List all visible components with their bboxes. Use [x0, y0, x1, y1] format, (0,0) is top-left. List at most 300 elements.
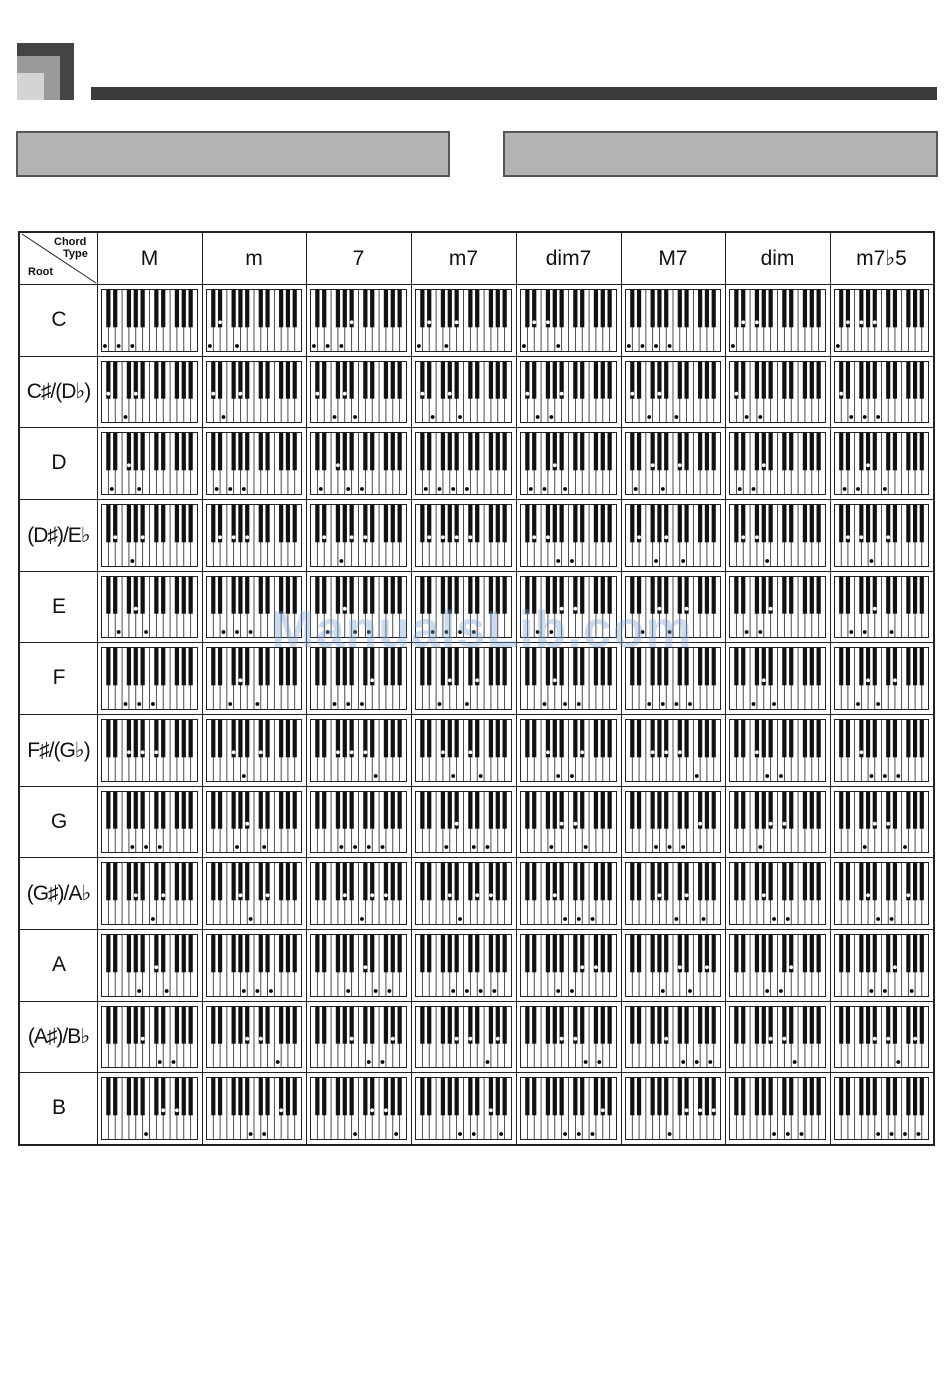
black-key — [489, 505, 493, 543]
chord-keyboard-diagram — [310, 791, 407, 853]
pressed-key-dot — [465, 989, 469, 993]
pressed-key-dot — [695, 1060, 699, 1064]
black-key — [601, 290, 605, 328]
black-key — [218, 863, 222, 901]
black-key — [755, 792, 759, 829]
pressed-key-dot — [866, 463, 870, 467]
black-key — [315, 290, 319, 328]
black-key — [286, 720, 290, 758]
black-key — [594, 577, 598, 614]
pressed-key-dot — [137, 702, 141, 706]
chord-keyboard-diagram — [729, 1077, 826, 1140]
black-key — [245, 863, 249, 901]
pressed-key-dot — [326, 344, 330, 348]
chord-keyboard-diagram — [206, 1077, 302, 1140]
black-key — [573, 1078, 577, 1116]
black-key — [810, 648, 814, 686]
pressed-key-dot — [849, 415, 853, 419]
black-key — [113, 433, 117, 471]
pressed-key-dot — [661, 989, 665, 993]
grid-hline — [20, 714, 933, 715]
pressed-key-dot — [846, 535, 850, 539]
black-key — [134, 505, 138, 543]
black-key — [762, 1007, 766, 1044]
black-key — [161, 362, 165, 399]
black-key — [580, 290, 584, 328]
chord-keyboard-diagram — [834, 1077, 929, 1140]
pressed-key-dot — [438, 487, 442, 491]
black-key — [336, 1007, 340, 1044]
black-key — [468, 362, 472, 399]
black-key — [232, 290, 236, 328]
pressed-key-dot — [793, 1060, 797, 1064]
pressed-key-dot — [769, 822, 773, 826]
black-key — [175, 505, 179, 543]
pressed-key-dot — [242, 487, 246, 491]
pressed-key-dot — [601, 1108, 605, 1112]
pressed-key-dot — [849, 630, 853, 634]
black-key — [755, 648, 759, 686]
black-key — [496, 792, 500, 829]
black-key — [846, 648, 850, 686]
black-key — [384, 792, 388, 829]
heading-box-left — [16, 131, 450, 177]
black-key — [810, 1007, 814, 1044]
grid-hline — [20, 929, 933, 930]
black-key — [630, 1007, 634, 1044]
chord-keyboard-diagram — [101, 289, 198, 352]
black-key — [789, 720, 793, 758]
pressed-key-dot — [468, 535, 472, 539]
black-key — [886, 863, 890, 901]
black-key — [810, 792, 814, 829]
black-key — [630, 648, 634, 686]
black-key — [259, 577, 263, 614]
pressed-key-dot — [363, 965, 367, 969]
chord-keyboard-diagram — [310, 361, 407, 423]
black-key — [489, 290, 493, 328]
black-key — [391, 1078, 395, 1116]
chord-keyboard-diagram — [625, 719, 721, 782]
black-key — [755, 863, 759, 901]
black-key — [175, 935, 179, 973]
chord-keyboard-diagram — [729, 719, 826, 782]
black-key — [630, 577, 634, 614]
black-key — [259, 1078, 263, 1116]
pressed-key-dot — [343, 392, 347, 396]
black-key — [322, 792, 326, 829]
corner-type-label-2: Type — [63, 248, 88, 260]
pressed-key-dot — [269, 989, 273, 993]
pressed-key-dot — [346, 702, 350, 706]
black-key — [441, 863, 445, 901]
pressed-key-dot — [455, 535, 459, 539]
black-key — [594, 505, 598, 543]
chord-keyboard-diagram — [834, 647, 929, 710]
black-key — [503, 290, 507, 328]
black-key — [232, 577, 236, 614]
black-key — [920, 648, 924, 686]
black-key — [580, 433, 584, 471]
black-key — [580, 577, 584, 614]
black-key — [363, 792, 367, 829]
black-key — [496, 1078, 500, 1116]
black-key — [238, 290, 242, 328]
pressed-key-dot — [232, 535, 236, 539]
pressed-key-dot — [708, 1060, 712, 1064]
pressed-key-dot — [529, 487, 533, 491]
black-key — [336, 362, 340, 399]
black-key — [182, 720, 186, 758]
black-key — [594, 863, 598, 901]
black-key — [154, 505, 158, 543]
black-key — [384, 577, 388, 614]
pressed-key-dot — [873, 607, 877, 611]
black-key — [532, 362, 536, 399]
black-key — [350, 433, 354, 471]
black-key — [113, 290, 117, 328]
black-key — [601, 648, 605, 686]
black-key — [211, 792, 215, 829]
pressed-key-dot — [339, 845, 343, 849]
chord-keyboard-diagram — [625, 934, 721, 997]
black-key — [475, 505, 479, 543]
black-key — [913, 792, 917, 829]
black-key — [546, 1078, 550, 1116]
black-key — [859, 577, 863, 614]
grid-vline — [621, 233, 622, 1144]
root-note-label: C — [51, 308, 66, 331]
black-key — [141, 863, 145, 901]
pressed-key-dot — [772, 1132, 776, 1136]
chord-keyboard-diagram — [520, 1006, 617, 1068]
black-key — [391, 577, 395, 614]
black-key — [448, 935, 452, 973]
pressed-key-dot — [839, 392, 843, 396]
chord-keyboard-diagram — [834, 576, 929, 638]
chord-keyboard-diagram — [415, 432, 512, 495]
pressed-key-dot — [591, 1132, 595, 1136]
pressed-key-dot — [245, 822, 249, 826]
grid-hline — [20, 1001, 933, 1002]
black-key — [712, 290, 716, 328]
black-key — [560, 433, 564, 471]
black-key — [712, 863, 716, 901]
black-key — [601, 863, 605, 901]
black-key — [475, 1078, 479, 1116]
black-key — [441, 577, 445, 614]
black-key — [343, 935, 347, 973]
pressed-key-dot — [363, 535, 367, 539]
chord-keyboard-diagram — [729, 791, 826, 853]
black-key — [232, 792, 236, 829]
black-key — [370, 362, 374, 399]
pressed-key-dot — [661, 702, 665, 706]
black-key — [741, 863, 745, 901]
pressed-key-dot — [886, 535, 890, 539]
black-key — [398, 863, 402, 901]
black-key — [265, 433, 269, 471]
black-key — [315, 505, 319, 543]
black-key — [762, 935, 766, 973]
black-key — [370, 433, 374, 471]
pressed-key-dot — [873, 1037, 877, 1041]
black-key — [350, 863, 354, 901]
pressed-key-dot — [242, 774, 246, 778]
pressed-key-dot — [499, 1132, 503, 1136]
black-key — [293, 648, 297, 686]
black-key — [755, 1007, 759, 1044]
pressed-key-dot — [353, 630, 357, 634]
pressed-key-dot — [685, 893, 689, 897]
black-key — [782, 1078, 786, 1116]
chord-keyboard-diagram — [206, 934, 302, 997]
chord-keyboard-diagram — [206, 289, 302, 352]
black-key — [859, 362, 863, 399]
black-key — [546, 1007, 550, 1044]
black-key — [817, 433, 821, 471]
black-key — [705, 648, 709, 686]
black-key — [789, 1007, 793, 1044]
root-note-label: (D♯)/E♭ — [27, 523, 90, 547]
black-key — [238, 577, 242, 614]
pressed-key-dot — [755, 320, 759, 324]
chord-keyboard-diagram — [206, 791, 302, 853]
black-key — [580, 505, 584, 543]
black-key — [503, 720, 507, 758]
black-key — [741, 720, 745, 758]
black-key — [734, 720, 738, 758]
black-key — [866, 1078, 870, 1116]
chord-keyboard-diagram — [834, 1006, 929, 1068]
black-key — [134, 1007, 138, 1044]
black-key — [265, 362, 269, 399]
chord-keyboard-diagram — [101, 862, 198, 925]
black-key — [503, 362, 507, 399]
black-key — [817, 720, 821, 758]
black-key — [350, 577, 354, 614]
black-key — [684, 935, 688, 973]
black-key — [343, 505, 347, 543]
black-key — [608, 863, 612, 901]
black-key — [391, 433, 395, 471]
black-key — [664, 1078, 668, 1116]
black-key — [141, 362, 145, 399]
black-key — [637, 720, 641, 758]
black-key — [106, 1007, 110, 1044]
black-key — [455, 720, 459, 758]
black-key — [525, 863, 529, 901]
pressed-key-dot — [755, 535, 759, 539]
black-key — [741, 362, 745, 399]
pressed-key-dot — [228, 487, 232, 491]
pressed-key-dot — [870, 774, 874, 778]
black-key — [350, 792, 354, 829]
black-key — [154, 433, 158, 471]
black-key — [560, 863, 564, 901]
black-key — [322, 362, 326, 399]
black-key — [817, 1078, 821, 1116]
black-key — [475, 720, 479, 758]
black-key — [265, 935, 269, 973]
black-key — [678, 1007, 682, 1044]
black-key — [705, 863, 709, 901]
black-key — [755, 433, 759, 471]
black-key — [475, 362, 479, 399]
chord-keyboard-diagram — [310, 504, 407, 567]
pressed-key-dot — [870, 559, 874, 563]
black-key — [859, 1078, 863, 1116]
black-key — [594, 433, 598, 471]
black-key — [265, 648, 269, 686]
black-key — [913, 505, 917, 543]
black-key — [441, 433, 445, 471]
black-key — [127, 290, 131, 328]
pressed-key-dot — [712, 1108, 716, 1112]
black-key — [525, 1007, 529, 1044]
heading-box-right — [503, 131, 938, 177]
black-key — [218, 577, 222, 614]
pressed-key-dot — [130, 559, 134, 563]
chord-keyboard-diagram — [520, 504, 617, 567]
black-key — [455, 935, 459, 973]
black-key — [448, 792, 452, 829]
black-key — [175, 648, 179, 686]
black-key — [218, 1078, 222, 1116]
black-key — [265, 720, 269, 758]
black-key — [525, 505, 529, 543]
chord-keyboard-diagram — [625, 361, 721, 423]
black-key — [106, 792, 110, 829]
pressed-key-dot — [427, 535, 431, 539]
black-key — [293, 290, 297, 328]
black-key — [913, 935, 917, 973]
pressed-key-dot — [873, 320, 877, 324]
pressed-key-dot — [431, 415, 435, 419]
black-key — [698, 505, 702, 543]
black-key — [755, 935, 759, 973]
black-key — [705, 362, 709, 399]
black-key — [468, 1078, 472, 1116]
section-corner-mark — [17, 43, 74, 100]
black-key — [293, 863, 297, 901]
black-key — [657, 648, 661, 686]
black-key — [134, 935, 138, 973]
black-key — [315, 863, 319, 901]
black-key — [734, 1078, 738, 1116]
black-key — [789, 648, 793, 686]
black-key — [532, 433, 536, 471]
black-key — [580, 792, 584, 829]
black-key — [817, 935, 821, 973]
black-key — [734, 792, 738, 829]
grid-vline — [306, 233, 307, 1144]
black-key — [336, 1078, 340, 1116]
black-key — [886, 648, 890, 686]
black-key — [175, 433, 179, 471]
black-key — [651, 1078, 655, 1116]
black-key — [886, 290, 890, 328]
chord-type-header: M7 — [658, 246, 688, 270]
black-key — [343, 720, 347, 758]
chord-keyboard-diagram — [206, 719, 302, 782]
black-key — [573, 433, 577, 471]
chord-keyboard-diagram — [415, 791, 512, 853]
pressed-key-dot — [580, 750, 584, 754]
chord-type-header: dim — [760, 246, 795, 270]
black-key — [489, 433, 493, 471]
chord-keyboard-diagram — [625, 1077, 721, 1140]
black-key — [893, 362, 897, 399]
black-key — [127, 362, 131, 399]
black-key — [651, 792, 655, 829]
black-key — [398, 935, 402, 973]
black-key — [420, 720, 424, 758]
chord-type-header: m — [245, 246, 263, 270]
black-key — [427, 792, 431, 829]
pressed-key-dot — [570, 774, 574, 778]
black-key — [803, 290, 807, 328]
black-key — [705, 577, 709, 614]
black-key — [769, 290, 773, 328]
pressed-key-dot — [553, 893, 557, 897]
black-key — [803, 577, 807, 614]
black-key — [427, 648, 431, 686]
chord-keyboard-diagram — [101, 1006, 198, 1068]
black-key — [546, 433, 550, 471]
black-key — [154, 1078, 158, 1116]
black-key — [553, 362, 557, 399]
black-key — [448, 1007, 452, 1044]
black-key — [218, 720, 222, 758]
pressed-key-dot — [218, 320, 222, 324]
black-key — [601, 577, 605, 614]
black-key — [608, 505, 612, 543]
black-key — [920, 792, 924, 829]
black-key — [803, 362, 807, 399]
black-key — [712, 577, 716, 614]
black-key — [664, 577, 668, 614]
black-key — [286, 433, 290, 471]
chord-keyboard-diagram — [101, 791, 198, 853]
black-key — [637, 577, 641, 614]
pressed-key-dot — [664, 1037, 668, 1041]
black-key — [906, 648, 910, 686]
pressed-key-dot — [549, 630, 553, 634]
black-key — [560, 648, 564, 686]
pressed-key-dot — [859, 320, 863, 324]
black-key — [803, 720, 807, 758]
pressed-key-dot — [360, 487, 364, 491]
pressed-key-dot — [772, 702, 776, 706]
corner-type-label-1: Chord — [54, 236, 87, 248]
black-key — [496, 935, 500, 973]
black-key — [503, 433, 507, 471]
black-key — [245, 433, 249, 471]
chord-keyboard-diagram — [415, 862, 512, 925]
pressed-key-dot — [890, 917, 894, 921]
black-key — [553, 1078, 557, 1116]
black-key — [475, 290, 479, 328]
black-key — [336, 863, 340, 901]
black-key — [106, 577, 110, 614]
pressed-key-dot — [863, 845, 867, 849]
pressed-key-dot — [654, 559, 658, 563]
pressed-key-dot — [117, 630, 121, 634]
black-key — [532, 792, 536, 829]
pressed-key-dot — [886, 822, 890, 826]
black-key — [789, 362, 793, 399]
